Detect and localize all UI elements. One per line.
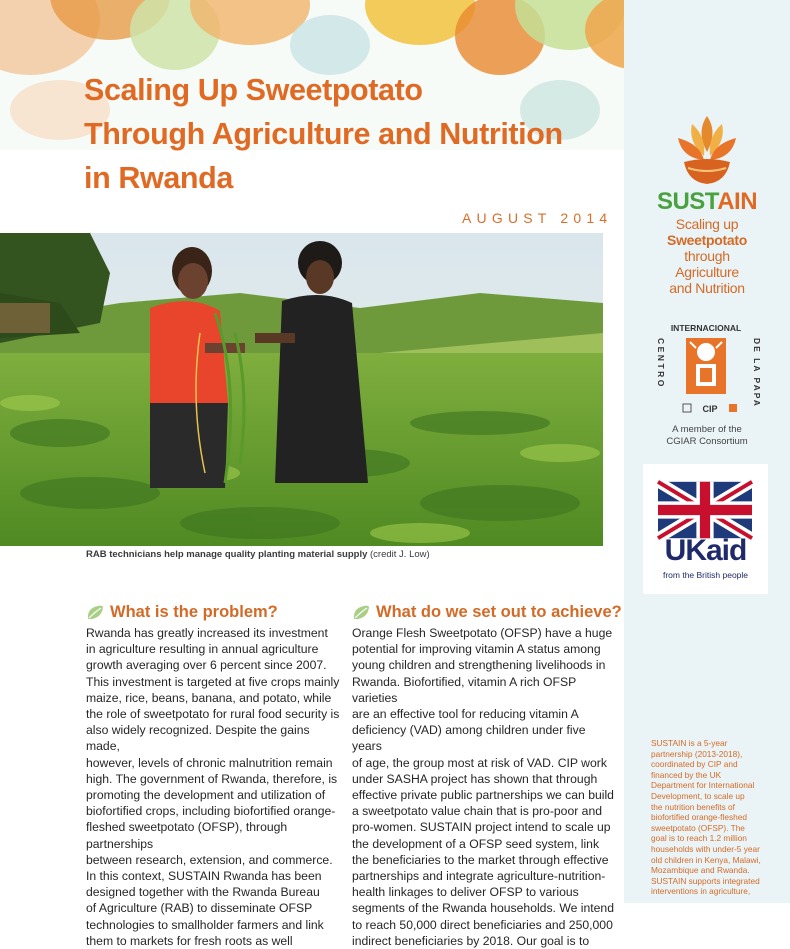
section-heading-achieve — [352, 603, 622, 622]
tagline-line-4: and Nutrition — [669, 280, 745, 296]
section-paragraph: Rwanda has greatly increased its investment in agriculture resulting in annual agriculture growth averaging over 6 percent since 2007. This investment is targeted at five crops mainly maize, rice, beans, banana, and potato, while the role of sweetpotato for rural food security is also widely recognized. Despite the gains made, however, levels of chronic malnutrition remain high. The government of Rwanda, therefore, is promoting the development and utilization of biofortified crops, including biofortified orange- fleshed sweetpotato (OFSP), through partnerships between research, extension, and commerce. In this context, SUSTAIN Rwanda has been designed together with the Rwanda Bureau of Agriculture (RAB) to disseminate OFSP technologies to smallholder farmers and link them to markets for fresh roots as well — [86, 626, 340, 948]
section-body-achieve — [352, 625, 614, 949]
caption-text: RAB technicians help manage quality planting material supply — [86, 549, 368, 560]
title-line-2: Through Agriculture and Nutrition — [84, 117, 563, 151]
title-line-1: Scaling Up Sweetpotato — [84, 73, 423, 107]
cip-left-text: CENTRO — [656, 338, 666, 389]
tagline-line-3: through Agriculture — [675, 248, 739, 280]
sustain-wordmark-sus: SUST — [656, 188, 718, 215]
union-flag-icon — [658, 480, 752, 540]
cip-logo — [650, 318, 760, 422]
sustain-wordmark — [652, 188, 762, 216]
cgiar-member-text: A member of the CGIAR Consortium — [666, 424, 748, 447]
ukaid-wordmark: UKaid — [664, 534, 747, 567]
tagline-line-2: Sweetpotato — [667, 232, 747, 248]
section-paragraph: Orange Flesh Sweetpotato (OFSP) have a huge potential for improving vitamin A status among young children and strengthening livelihoods in Rwanda. Biofortified, vitamin A rich OFSP varieties are an effective tool for reducing vitamin A deficiency (VAD) among children under five years of age, the group most at risk of VAD. CIP work under SASHA project has shown that through effective private public partnerships we can build a sweetpotato value chain that is pro-poor and pro-women. SUSTAIN project intend to scale up the development of a OFSP seed system, link the beneficiaries to the market through effective partnerships and integrate agriculture-nutrition- health linkages to deliver OFSP to various segments of the Rwanda households. We intend to reach 50,000 direct beneficiaries and 250,000 indirect beneficiaries by 2018. Our goal is to — [352, 626, 614, 948]
cip-top-text: INTERNACIONAL — [670, 323, 742, 333]
page-title — [84, 68, 604, 200]
ukaid-subtitle: from the British people — [662, 570, 749, 580]
section-body-problem — [86, 625, 342, 949]
sustain-description: SUSTAIN is a 5-year partnership (2013-2018), coordinated by CIP and financed by the UK Department for International Development, to scale up the nutrition benefits of biofortified orange-fleshed sweetpotato (OFSP). The goal is to reach 1.2 million households with under-5 year old children in Kenya, Malawi, Mozambique and Rwanda. SUSTAIN supports integrated interventions in agriculture, — [651, 738, 761, 897]
ukaid-logo — [643, 464, 768, 594]
leaf-icon — [86, 605, 104, 621]
section-title: What do we set out to achieve? — [376, 603, 622, 621]
field-photo — [0, 233, 603, 546]
title-line-3: in Rwanda — [84, 161, 233, 195]
tagline-line-1: Scaling up — [675, 216, 739, 232]
section-heading-problem — [86, 603, 278, 622]
publication-date: AUGUST 2014 — [462, 210, 613, 226]
sustain-wordmark-ain: AIN — [717, 188, 758, 215]
caption-credit: (credit J. Low) — [370, 549, 430, 560]
cip-right-text: DE LA PAPA — [752, 338, 762, 408]
sustain-logo — [652, 112, 762, 296]
cgiar-member-note — [634, 424, 780, 448]
sweetpotato-flower-icon — [670, 112, 744, 188]
photo-caption — [86, 549, 430, 560]
leaf-icon — [352, 605, 370, 621]
section-title: What is the problem? — [110, 603, 278, 621]
cip-bottom-text: CIP — [702, 404, 718, 414]
